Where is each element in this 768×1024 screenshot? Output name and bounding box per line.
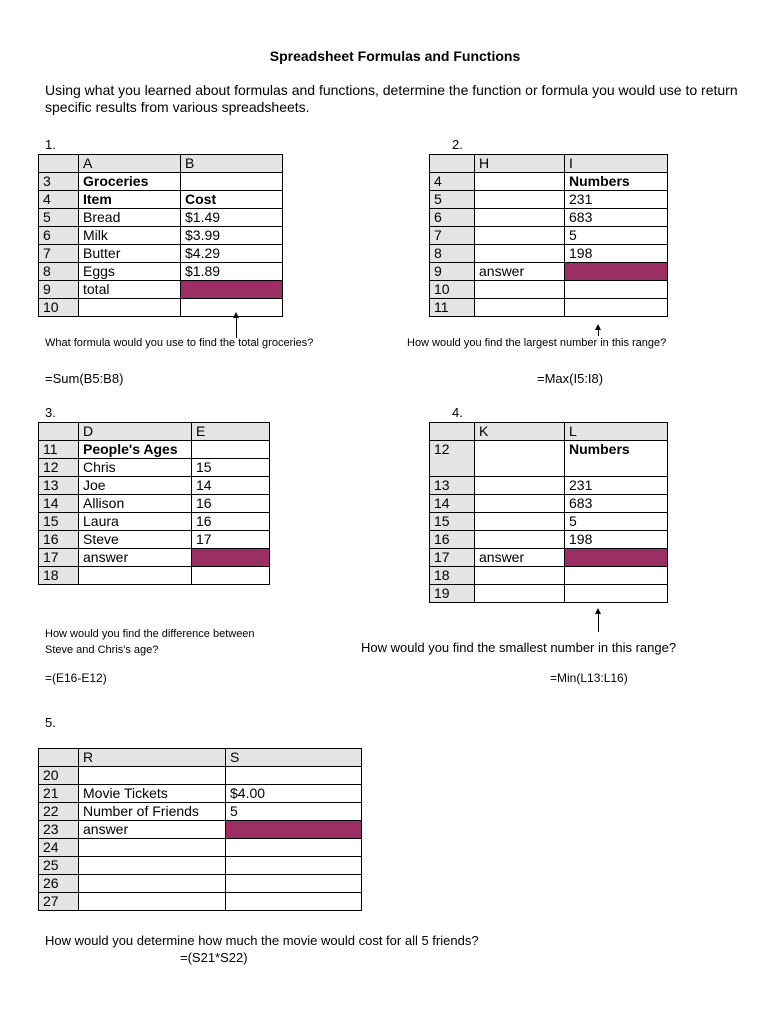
cell[interactable]: Eggs (79, 263, 181, 281)
sheet-corner (430, 423, 475, 441)
table-row (39, 567, 270, 585)
cell[interactable] (226, 893, 362, 911)
table-row (39, 227, 283, 245)
column-header: A (79, 155, 181, 173)
cell[interactable]: 16 (192, 495, 270, 513)
table-row (39, 549, 270, 567)
row-number: 10 (39, 299, 79, 317)
cell[interactable]: 231 (565, 477, 668, 495)
table-row (39, 191, 283, 209)
cell[interactable]: 15 (192, 459, 270, 477)
problem-5-number: 5. (45, 715, 56, 730)
problem-4-number: 4. (452, 405, 463, 420)
problem-3-question-line-1: How would you find the difference between (45, 628, 255, 640)
problem-5-question: How would you determine how much the movie would cost for all 5 friends? (45, 933, 479, 948)
table-row (430, 281, 668, 299)
cell[interactable]: answer (79, 821, 226, 839)
problem-4-sheet (429, 422, 668, 603)
cell[interactable] (475, 495, 565, 513)
table-row (430, 477, 668, 495)
cell[interactable]: Steve (79, 531, 192, 549)
row-number: 18 (430, 567, 475, 585)
row-number: 23 (39, 821, 79, 839)
cell[interactable] (79, 299, 181, 317)
row-number: 15 (430, 513, 475, 531)
cell[interactable]: 683 (565, 495, 668, 513)
cell[interactable] (226, 857, 362, 875)
cell[interactable]: 14 (192, 477, 270, 495)
column-header: L (565, 423, 668, 441)
column-header: K (475, 423, 565, 441)
row-number: 12 (39, 459, 79, 477)
problem-1-answer: =Sum(B5:B8) (45, 371, 124, 386)
row-number: 4 (430, 173, 475, 191)
intro-text: Using what you learned about formulas and functions, determine the function or formula you would use to return specific results from various spreadsheets. (45, 82, 738, 115)
cell[interactable]: Bread (79, 209, 181, 227)
cell[interactable] (475, 477, 565, 495)
answer-cell[interactable] (565, 263, 668, 281)
row-number: 20 (39, 767, 79, 785)
cell[interactable] (475, 585, 565, 603)
cell[interactable]: People's Ages (79, 441, 192, 459)
column-header: D (79, 423, 192, 441)
row-number: 4 (39, 191, 79, 209)
cell[interactable]: $4.00 (226, 785, 362, 803)
cell[interactable]: Cost (181, 191, 283, 209)
cell[interactable]: answer (475, 263, 565, 281)
table-row (39, 875, 362, 893)
table-row (39, 245, 283, 263)
row-number: 17 (430, 549, 475, 567)
answer-cell[interactable] (565, 549, 668, 567)
cell[interactable]: 683 (565, 209, 668, 227)
column-header: H (475, 155, 565, 173)
table-row (39, 785, 362, 803)
cell[interactable] (475, 299, 565, 317)
cell[interactable]: Allison (79, 495, 192, 513)
cell[interactable] (475, 513, 565, 531)
problem-3-answer: =(E16-E12) (45, 671, 107, 685)
cell[interactable]: Numbers (565, 173, 668, 191)
row-number: 13 (39, 477, 79, 495)
cell[interactable]: $1.89 (181, 263, 283, 281)
problem-2-sheet (429, 154, 668, 317)
cell[interactable]: Movie Tickets (79, 785, 226, 803)
row-number: 26 (39, 875, 79, 893)
cell[interactable]: answer (475, 549, 565, 567)
table-row (39, 263, 283, 281)
row-number: 8 (430, 245, 475, 263)
table-row (430, 549, 668, 567)
cell[interactable]: Laura (79, 513, 192, 531)
sheet-corner (39, 423, 79, 441)
row-number: 24 (39, 839, 79, 857)
table-row (39, 821, 362, 839)
row-number: 7 (430, 227, 475, 245)
cell[interactable] (475, 441, 565, 477)
pointer-arrow-1-head (233, 312, 239, 318)
row-number: 6 (430, 209, 475, 227)
cell[interactable]: Number of Friends (79, 803, 226, 821)
row-number: 9 (430, 263, 475, 281)
table-row (430, 513, 668, 531)
table-row (39, 893, 362, 911)
problem-2-question: How would you find the largest number in this range? (407, 337, 667, 349)
cell[interactable] (565, 585, 668, 603)
cell[interactable] (475, 281, 565, 299)
row-number: 7 (39, 245, 79, 263)
table-row (430, 567, 668, 585)
cell[interactable]: 198 (565, 245, 668, 263)
cell[interactable] (475, 567, 565, 585)
table-row (39, 459, 270, 477)
pointer-arrow-4-head (595, 608, 601, 614)
row-number: 14 (39, 495, 79, 513)
row-number: 15 (39, 513, 79, 531)
table-row (39, 531, 270, 549)
cell[interactable] (192, 441, 270, 459)
cell[interactable] (226, 875, 362, 893)
table-row (39, 857, 362, 875)
cell[interactable] (475, 209, 565, 227)
row-number: 16 (430, 531, 475, 549)
cell[interactable]: Groceries (79, 173, 181, 191)
cell[interactable]: Numbers (565, 441, 668, 477)
cell[interactable]: 17 (192, 531, 270, 549)
cell[interactable] (475, 191, 565, 209)
pointer-arrow-2-head (595, 324, 601, 330)
row-number: 5 (39, 209, 79, 227)
table-row (430, 245, 668, 263)
cell[interactable] (79, 767, 226, 785)
cell[interactable]: 5 (226, 803, 362, 821)
cell[interactable]: Chris (79, 459, 192, 477)
page-title: Spreadsheet Formulas and Functions (269, 48, 521, 64)
sheet-corner (39, 155, 79, 173)
cell[interactable] (181, 299, 283, 317)
column-header: B (181, 155, 283, 173)
table-row (39, 767, 362, 785)
cell[interactable]: 198 (565, 531, 668, 549)
table-row (430, 585, 668, 603)
cell[interactable]: 5 (565, 513, 668, 531)
row-number: 19 (430, 585, 475, 603)
problem-4-answer: =Min(L13:L16) (550, 671, 628, 685)
problem-3-number: 3. (45, 405, 56, 420)
cell[interactable] (79, 875, 226, 893)
cell[interactable]: $4.29 (181, 245, 283, 263)
problem-5-answer: =(S21*S22) (180, 950, 248, 965)
row-number: 3 (39, 173, 79, 191)
problem-2-answer: =Max(I5:I8) (537, 371, 604, 386)
row-number: 17 (39, 549, 79, 567)
table-row (430, 263, 668, 281)
answer-cell[interactable] (226, 821, 362, 839)
problem-2-number: 2. (452, 137, 463, 152)
cell[interactable] (475, 173, 565, 191)
table-row (39, 477, 270, 495)
row-number: 11 (39, 441, 79, 459)
row-number: 11 (430, 299, 475, 317)
table-row (430, 191, 668, 209)
cell[interactable] (79, 567, 192, 585)
row-number: 18 (39, 567, 79, 585)
cell[interactable]: Milk (79, 227, 181, 245)
row-number: 6 (39, 227, 79, 245)
column-header: S (226, 749, 362, 767)
row-number: 16 (39, 531, 79, 549)
cell[interactable] (226, 767, 362, 785)
problem-3-question-line-2: Steve and Chris's age? (45, 644, 159, 656)
column-header: R (79, 749, 226, 767)
row-number: 5 (430, 191, 475, 209)
problem-5-sheet (38, 748, 362, 911)
row-number: 27 (39, 893, 79, 911)
problem-1-number: 1. (45, 137, 56, 152)
cell[interactable] (79, 857, 226, 875)
cell[interactable]: $1.49 (181, 209, 283, 227)
row-number: 8 (39, 263, 79, 281)
table-row (430, 173, 668, 191)
row-number: 25 (39, 857, 79, 875)
table-row (39, 839, 362, 857)
cell[interactable] (79, 839, 226, 857)
row-number: 10 (430, 281, 475, 299)
problem-4-question: How would you find the smallest number in this range? (361, 640, 677, 655)
cell[interactable] (565, 567, 668, 585)
cell[interactable]: answer (79, 549, 192, 567)
answer-cell[interactable] (181, 281, 283, 299)
table-row (430, 227, 668, 245)
table-row (39, 173, 283, 191)
table-row (430, 299, 668, 317)
table-row (39, 441, 270, 459)
cell[interactable] (475, 245, 565, 263)
pointer-arrow-2 (598, 330, 599, 336)
problem-1-sheet (38, 154, 283, 317)
column-header: I (565, 155, 668, 173)
table-row (39, 209, 283, 227)
table-row (430, 209, 668, 227)
cell[interactable] (192, 567, 270, 585)
problem-1-question: What formula would you use to find the total groceries? (45, 337, 314, 349)
table-row (39, 281, 283, 299)
pointer-arrow-4 (598, 614, 599, 632)
table-row (430, 495, 668, 513)
cell[interactable] (475, 531, 565, 549)
row-number: 13 (430, 477, 475, 495)
table-row (39, 513, 270, 531)
row-number: 21 (39, 785, 79, 803)
row-number: 14 (430, 495, 475, 513)
sheet-corner (39, 749, 79, 767)
table-row (430, 441, 668, 477)
row-number: 12 (430, 441, 475, 477)
cell[interactable] (565, 299, 668, 317)
table-row (39, 803, 362, 821)
cell[interactable] (475, 227, 565, 245)
table-row (39, 299, 283, 317)
table-row (430, 531, 668, 549)
column-header: E (192, 423, 270, 441)
cell[interactable]: Joe (79, 477, 192, 495)
cell[interactable]: Butter (79, 245, 181, 263)
cell[interactable] (565, 281, 668, 299)
cell[interactable]: 231 (565, 191, 668, 209)
problem-3-sheet (38, 422, 270, 585)
pointer-arrow-1 (236, 318, 237, 338)
cell[interactable] (181, 173, 283, 191)
sheet-corner (430, 155, 475, 173)
cell[interactable] (226, 839, 362, 857)
table-row (39, 495, 270, 513)
row-number: 9 (39, 281, 79, 299)
cell[interactable]: 5 (565, 227, 668, 245)
cell[interactable]: 16 (192, 513, 270, 531)
cell[interactable]: Item (79, 191, 181, 209)
cell[interactable] (79, 893, 226, 911)
cell[interactable]: total (79, 281, 181, 299)
answer-cell[interactable] (192, 549, 270, 567)
row-number: 22 (39, 803, 79, 821)
cell[interactable]: $3.99 (181, 227, 283, 245)
